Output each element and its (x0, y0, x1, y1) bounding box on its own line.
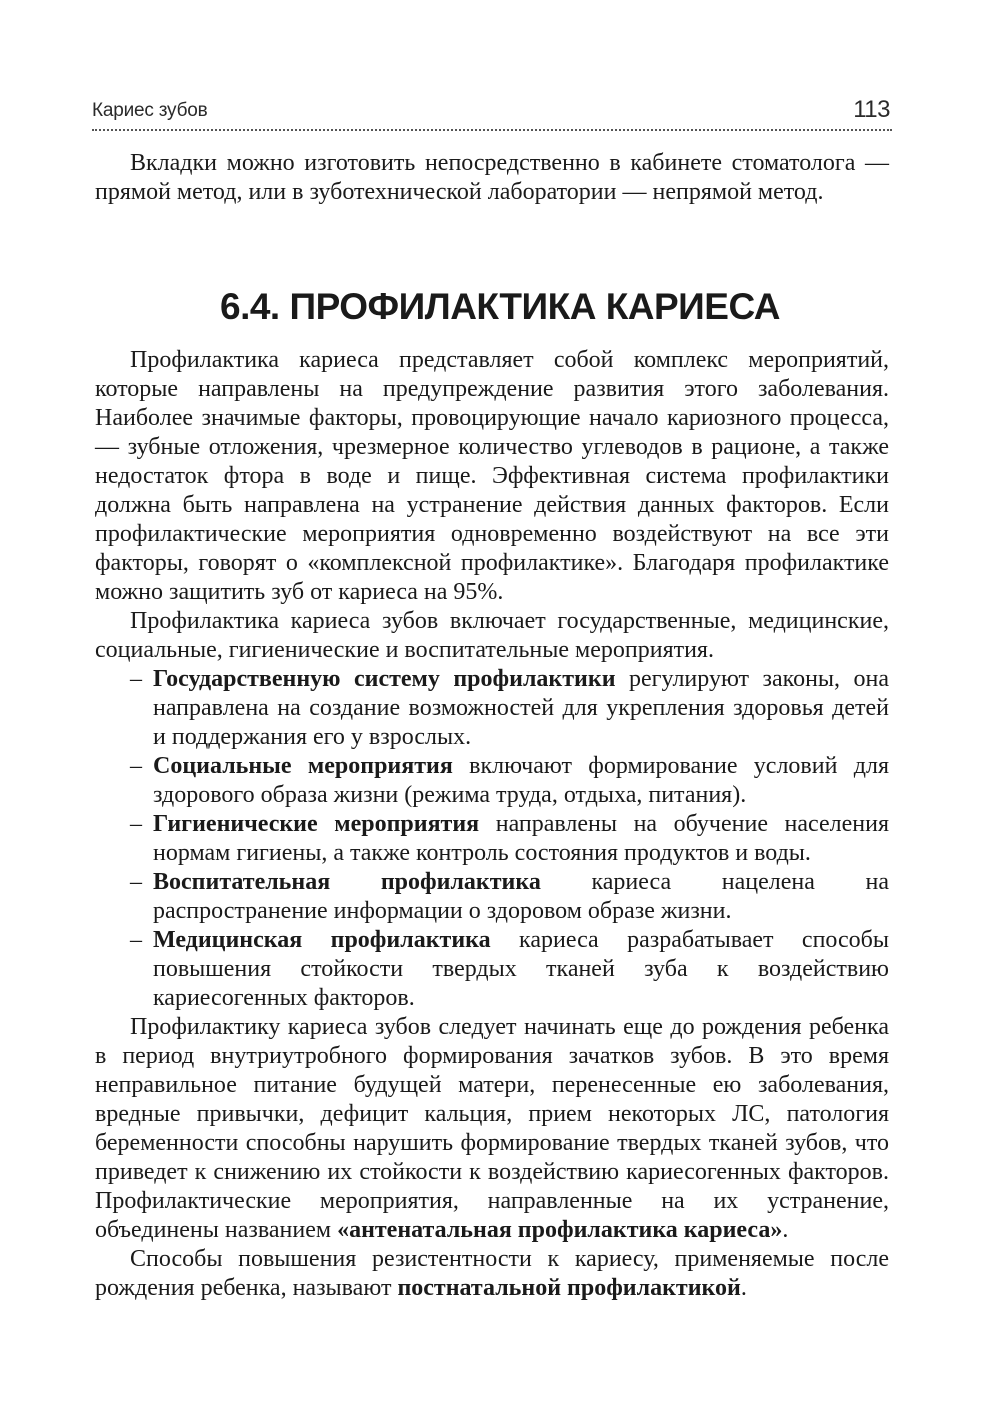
paragraph-4-end: . (740, 1275, 747, 1301)
list-item-text: регулируют законы, она направлена на создание возможностей для укрепления здоровья детей и поддержания его у взрослых. (153, 666, 890, 750)
list-dash: – (130, 927, 142, 953)
list-dash: – (130, 869, 142, 895)
page-number: 113 (853, 96, 890, 123)
list-dash: – (130, 666, 142, 692)
list-item (95, 926, 889, 1013)
list-dash: – (130, 753, 142, 779)
paragraph-3 (95, 1013, 889, 1245)
paragraph-3-term: «антенатальная профилактика кариеса» (337, 1217, 783, 1243)
list-item-text: кариеса нацелена на распространение информации о здоровом образе жизни. (153, 869, 889, 924)
paragraph-3-text: Профилактику кариеса зубов следует начинать еще до рождения ребенка в период внутриутробного формирования зачатков зубов. В это время неправильное питание будущей матери, перенесенные ею заболевания, вредные привычки, дефицит кальция, прием некоторых ЛС, патология беременности способны нарушить формирование твердых тканей зубов, что приведет к снижению их стойкости к воздействию кариесогенных факторов. Профилактические мероприятия, направленные на их устранение, объединены названием (95, 1014, 889, 1243)
header-dotted-rule (92, 129, 892, 131)
list-item-term: Социальные мероприятия (153, 753, 453, 779)
running-header (92, 96, 892, 132)
paragraph-4-text: Способы повышения резистентности к кариесу, применяемые после рождения ребенка, называют (95, 1246, 889, 1301)
list-item-term: Государственную систему профилактики (153, 666, 616, 692)
list-dash: – (130, 811, 142, 837)
section-body (95, 346, 889, 1303)
list-item (95, 752, 889, 810)
paragraph-4 (95, 1245, 889, 1303)
list-item (95, 810, 889, 868)
list-item-text: направлены на обучение населения нормам гигиены, а также контроль состояния продуктов и воды. (153, 811, 890, 866)
paragraph-3-end: . (782, 1217, 789, 1243)
list-item-text: кариеса разрабатывает способы повышения стойкости твердых тканей зуба к воздействию кариесогенных факторов. (153, 927, 890, 1011)
list-item-term: Гигиенические мероприятия (153, 811, 480, 837)
measures-list (95, 665, 889, 1013)
paragraph-2: Профилактика кариеса зубов включает государственные, медицинские, социальные, гигиенические и воспитательные мероприятия. (95, 608, 889, 663)
paragraph-1: Профилактика кариеса представляет собой комплекс мероприятий, которые направлены на предупреждение развития этого заболевания. Наиболее значимые факторы, провоцирующие начало кариозного процесса, — зубные отложения, чрезмерное количество углеводов в рационе, а также недостаток фтора в воде и пище. Эффективная система профилактики должна быть направлена на устранение действия данных факторов. Если профилактические мероприятия одновременно воздействуют на все эти факторы, говорят о «комплексной профилактике». Благодаря профилактике можно защитить зуб от кариеса на 95%. (95, 347, 889, 605)
list-item-term: Воспитательная профилактика (153, 869, 541, 895)
section-title: 6.4. ПРОФИЛАКТИКА КАРИЕСА (220, 286, 780, 327)
list-item (95, 868, 889, 926)
intro-block (95, 149, 889, 207)
paragraph-4-term: постнатальной профилактикой (397, 1275, 741, 1301)
intro-paragraph: Вкладки можно изготовить непосредственно в кабинете стоматолога — прямой метод, или в зуботехнической лаборатории — непрямой метод. (95, 150, 889, 205)
running-title: Кариес зубов (92, 100, 208, 121)
list-item (95, 665, 889, 752)
list-item-text: включают формирование условий для здорового образа жизни (режима труда, отдыха, питания). (153, 753, 889, 808)
list-item-term: Медицинская профилактика (153, 927, 491, 953)
